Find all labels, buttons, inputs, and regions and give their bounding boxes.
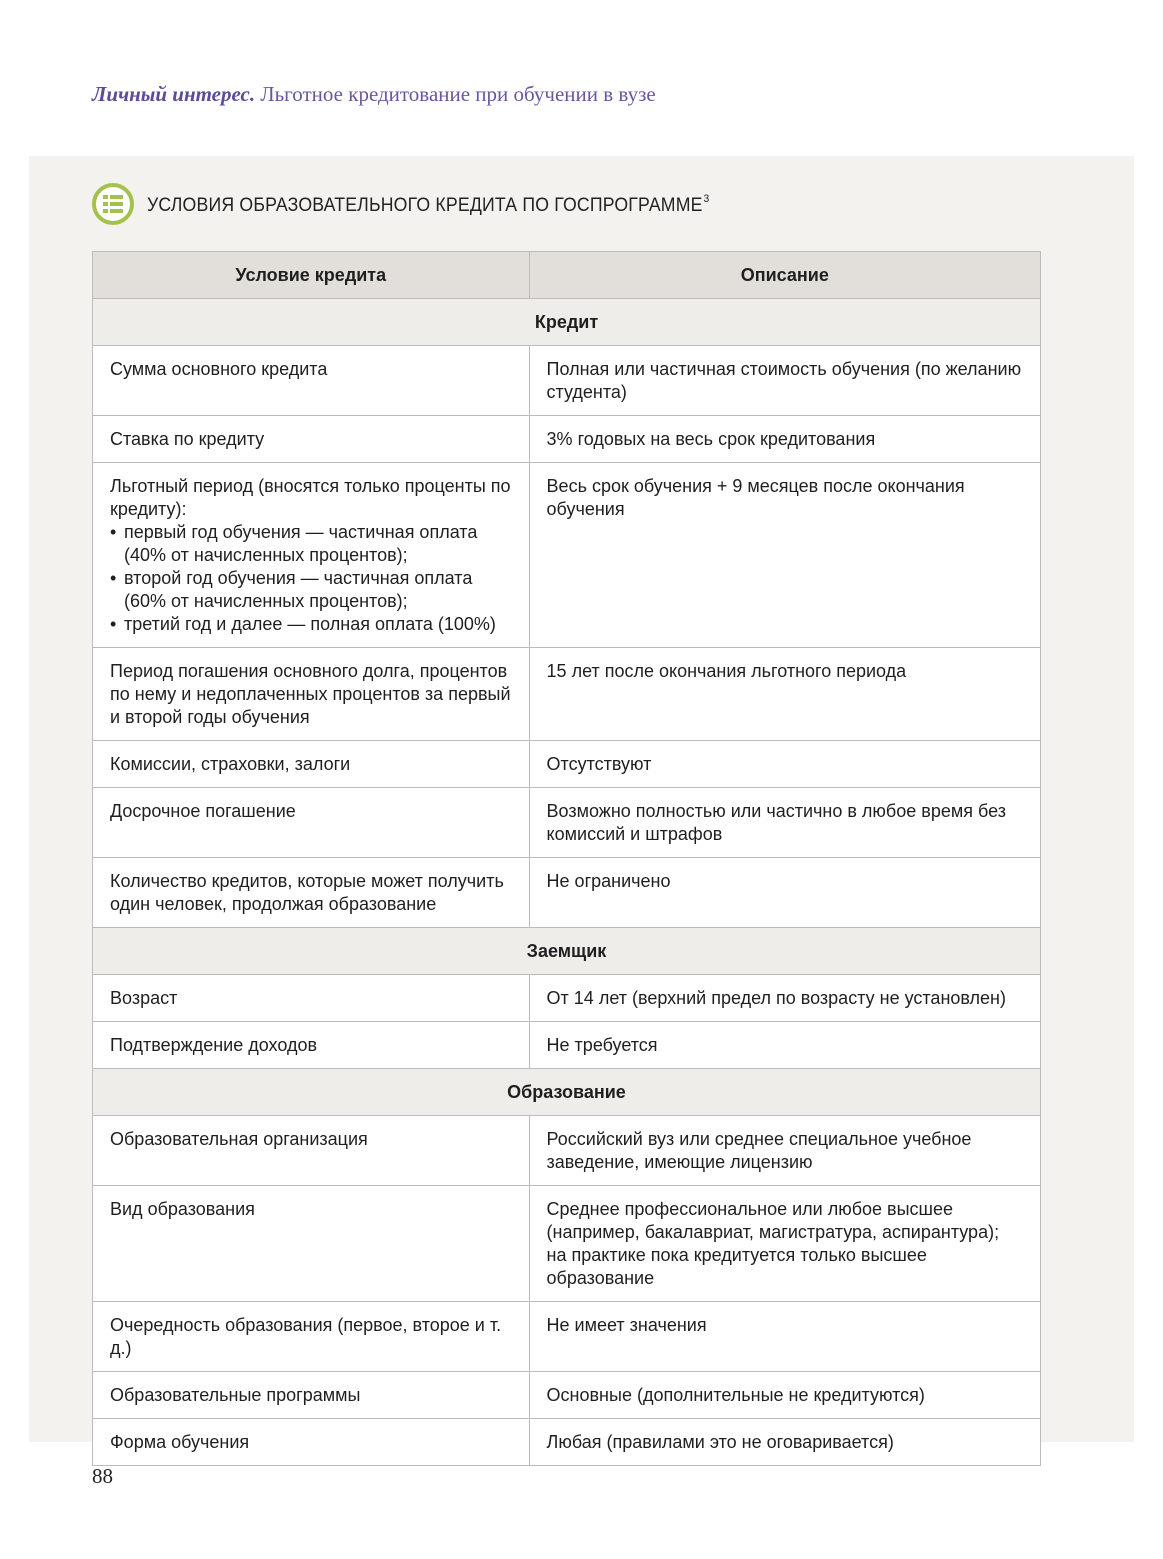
condition-cell: Ставка по кредиту [93, 416, 530, 463]
description-cell: 3% годовых на весь срок кредитования [529, 416, 1040, 463]
table-row [93, 463, 1041, 648]
group-row-borrower [93, 928, 1041, 975]
description-cell: Среднее профессиональное или любое высшее (например, бакалавриат, магистратура, аспирантура); на практике пока кредитуется только высшее образование [529, 1186, 1040, 1302]
table-row [93, 1302, 1041, 1372]
list-icon [92, 183, 134, 225]
condition-cell [93, 463, 530, 648]
section-title-text: УСЛОВИЯ ОБРАЗОВАТЕЛЬНОГО КРЕДИТА ПО ГОСПРОГРАММЕ [147, 195, 703, 216]
credit-conditions-table [92, 251, 1041, 1466]
condition-cell: Очередность образования (первое, второе и т. д.) [93, 1302, 530, 1372]
description-cell: Любая (правилами это не оговаривается) [529, 1419, 1040, 1466]
condition-cell: Комиссии, страховки, залоги [93, 741, 530, 788]
running-head [92, 82, 656, 107]
running-head-bold: Личный интерес. [92, 82, 256, 106]
description-cell: Не ограничено [529, 858, 1040, 928]
condition-cell: Вид образования [93, 1186, 530, 1302]
table-row [93, 1372, 1041, 1419]
description-cell: 15 лет после окончания льготного периода [529, 648, 1040, 741]
table-row [93, 788, 1041, 858]
group-title: Кредит [93, 299, 1041, 346]
table-row [93, 975, 1041, 1022]
table-row [93, 1022, 1041, 1069]
description-cell: Не требуется [529, 1022, 1040, 1069]
description-cell: Не имеет значения [529, 1302, 1040, 1372]
page-number: 88 [92, 1464, 113, 1488]
table-row [93, 648, 1041, 741]
condition-cell: Период погашения основного долга, процентов по нему и недоплаченных процентов за первый и второй годы обучения [93, 648, 530, 741]
table-row [93, 346, 1041, 416]
description-cell: От 14 лет (верхний предел по возрасту не установлен) [529, 975, 1040, 1022]
description-cell: Возможно полностью или частично в любое время без комиссий и штрафов [529, 788, 1040, 858]
list-item: • второй год обучения — частичная оплата (60% от начисленных процентов); [110, 567, 513, 613]
description-cell: Российский вуз или среднее специальное учебное заведение, имеющие лицензию [529, 1116, 1040, 1186]
group-row-education [93, 1069, 1041, 1116]
running-head-title: Льготное кредитование при обучении в вузе [260, 82, 656, 106]
bullet-list [110, 521, 513, 636]
condition-cell: Досрочное погашение [93, 788, 530, 858]
condition-cell: Количество кредитов, которые может получить один человек, продолжая образование [93, 858, 530, 928]
condition-cell: Возраст [93, 975, 530, 1022]
table-row [93, 1419, 1041, 1466]
table-row [93, 741, 1041, 788]
table-row [93, 1186, 1041, 1302]
condition-cell: Образовательные программы [93, 1372, 530, 1419]
list-item: • первый год обучения — частичная оплата (40% от начисленных процентов); [110, 521, 513, 567]
table-row [93, 1116, 1041, 1186]
table-header-row [93, 252, 1041, 299]
header-condition: Условие кредита [93, 252, 530, 299]
description-cell: Основные (дополнительные не кредитуются) [529, 1372, 1040, 1419]
group-title: Образование [93, 1069, 1041, 1116]
condition-cell: Сумма основного кредита [93, 346, 530, 416]
description-cell: Весь срок обучения + 9 месяцев после окончания обучения [529, 463, 1040, 648]
table-row [93, 416, 1041, 463]
description-cell: Отсутствуют [529, 741, 1040, 788]
footnote-marker: 3 [703, 193, 710, 205]
header-description: Описание [529, 252, 1040, 299]
condition-cell: Образовательная организация [93, 1116, 530, 1186]
group-title: Заемщик [93, 928, 1041, 975]
section-title [147, 193, 709, 217]
table-row [93, 858, 1041, 928]
list-item: • третий год и далее — полная оплата (100%) [110, 613, 513, 636]
condition-cell: Форма обучения [93, 1419, 530, 1466]
description-cell: Полная или частичная стоимость обучения (по желанию студента) [529, 346, 1040, 416]
group-row-credit [93, 299, 1041, 346]
condition-text: Льготный период (вносятся только проценты по кредиту): [110, 476, 511, 519]
condition-cell: Подтверждение доходов [93, 1022, 530, 1069]
